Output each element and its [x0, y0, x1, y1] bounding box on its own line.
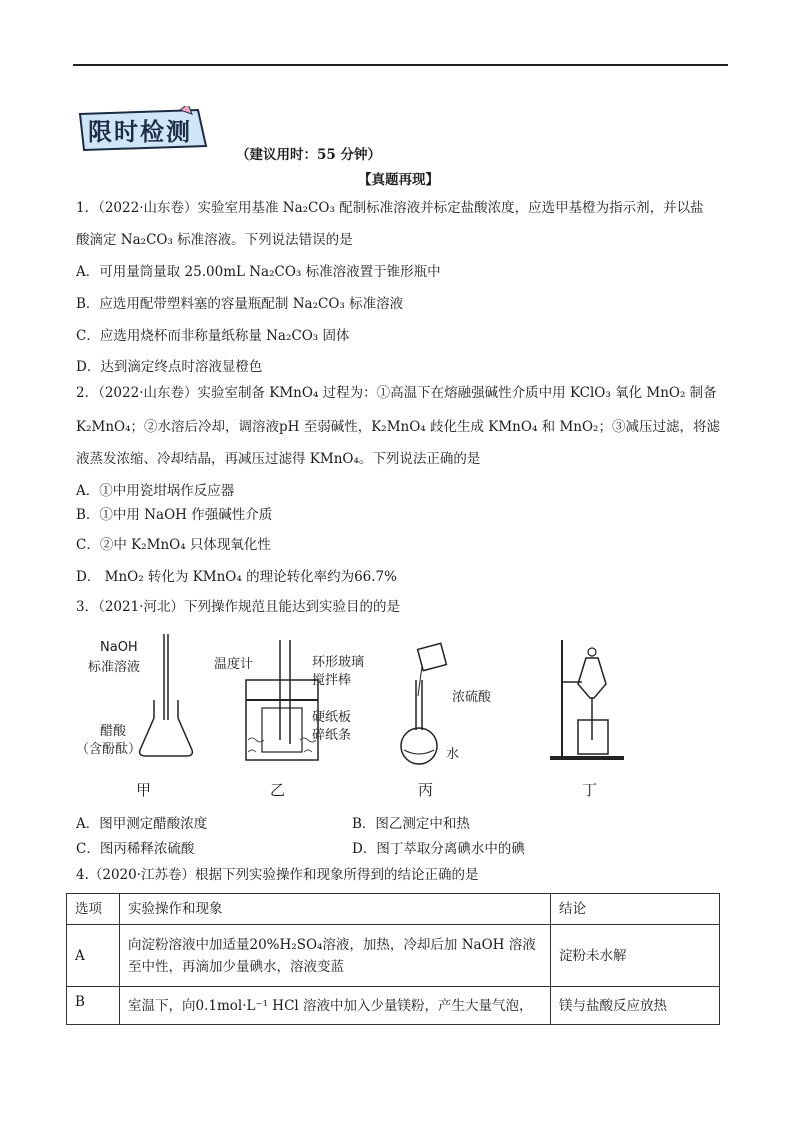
q2-stem-line3: 液蒸发浓缩、冷却结晶，再减压过滤得 KMnO₄。下列说法正确的是 [76, 451, 481, 467]
q3-option-d: D．图丁萃取分离碘水中的碘 [352, 841, 525, 857]
q1-stem-line2: 酸滴定 Na₂CO₃ 标准溶液。下列说法错误的是 [76, 232, 353, 248]
header-rule [73, 64, 728, 66]
figure-name-ding: 丁 [582, 781, 598, 799]
q2-stem-line1: 2．（2022·山东卷）实验室制备 KMnO₄ 过程为：①高温下在熔融强碱性介质中用 KClO₃ 氧化 MnO₂ 制备 [76, 385, 717, 401]
figure-name-bing: 丙 [418, 781, 434, 799]
fig-bing-label-acid: 浓硫酸 [452, 690, 492, 705]
figure-yi-calorimeter [242, 640, 322, 770]
section-badge [76, 106, 216, 152]
table-row [67, 987, 720, 1025]
fig-yi-label-paper: 碎纸条 [312, 728, 352, 743]
table-cell-operation: 向淀粉溶液中加适量20%H₂SO₄溶液，加热，冷却后加 NaOH 溶液至中性，再滴加少量碘水，溶液变蓝 [120, 925, 551, 987]
fig-bing-label-water: 水 [446, 747, 460, 762]
q1-option-b: B．应选用配带塑料塞的容量瓶配制 Na₂CO₃ 标准溶液 [76, 296, 404, 312]
fig-jia-label-naoh: NaOH [100, 640, 138, 655]
table-header-operation: 实验操作和现象 [120, 894, 551, 925]
table-header-conclusion: 结论 [551, 894, 720, 925]
table-cell-operation: 室温下，向0.1mol·L⁻¹ HCl 溶液中加入少量镁粉，产生大量气泡， [120, 987, 551, 1025]
q1-stem-line1: 1．（2022·山东卷）实验室用基准 Na₂CO₃ 配制标准溶液并标定盐酸浓度，应选甲基橙为指示剂，并以盐 [76, 200, 704, 216]
fig-jia-label-indicator: （含酚酞） [76, 742, 142, 757]
q2-option-d: D． MnO₂ 转化为 KMnO₄ 的理论转化率约为66.7% [76, 569, 397, 585]
q2-option-a: A．①中用瓷坩埚作反应器 [76, 483, 235, 499]
badge-title: 限时检测 [88, 118, 192, 146]
fig-yi-label-stirrer2: 搅拌棒 [312, 673, 352, 688]
fig-yi-label-cardboard: 硬纸板 [312, 710, 352, 725]
q3-option-b: B．图乙测定中和热 [352, 816, 470, 832]
table-cell-conclusion: 镁与盐酸反应放热 [551, 987, 720, 1025]
time-hint: （建议用时：55 分钟） [236, 147, 381, 163]
table-row [67, 925, 720, 987]
q2-option-c: C．②中 K₂MnO₄ 只体现氧化性 [76, 537, 271, 553]
q1-option-c: C．应选用烧杯而非称量纸称量 Na₂CO₃ 固体 [76, 328, 350, 344]
q2-option-b: B．①中用 NaOH 作强碱性介质 [76, 507, 273, 523]
figure-name-jia: 甲 [136, 781, 152, 799]
q3-option-a: A．图甲测定醋酸浓度 [76, 816, 208, 832]
table-header-option: 选项 [67, 894, 120, 925]
fig-yi-label-stirrer1: 环形玻璃 [312, 655, 365, 670]
table-cell-option: B [67, 987, 120, 1025]
q4-stem: 4.（2020·江苏卷）根据下列实验操作和现象所得到的结论正确的是 [76, 867, 479, 883]
q2-stem-line2: K₂MnO₄；②水溶后冷却，调溶液pH 至弱碱性，K₂MnO₄ 歧化生成 KMnO₄ 和 MnO₂；③减压过滤，将滤 [76, 419, 720, 435]
fig-jia-label-standard: 标准溶液 [88, 660, 141, 675]
table-cell-option: A [67, 925, 120, 987]
q3-option-c: C．图丙稀释浓硫酸 [76, 841, 195, 857]
q4-table [66, 893, 720, 1025]
figure-ding-separatory-funnel [548, 640, 628, 770]
table-header-row [67, 894, 720, 925]
table-cell-conclusion: 淀粉未水解 [551, 925, 720, 987]
q1-option-d: D．达到滴定终点时溶液显橙色 [76, 359, 263, 375]
figure-name-yi: 乙 [270, 781, 286, 799]
figure-bing-volumetric-flask [400, 640, 480, 770]
fig-jia-label-acetic: 醋酸 [100, 724, 127, 739]
section-heading: 【真题再现】 [358, 172, 439, 188]
q1-option-a: A．可用量筒量取 25.00mL Na₂CO₃ 标准溶液置于锥形瓶中 [76, 264, 441, 280]
fig-yi-label-thermometer: 温度计 [214, 657, 254, 672]
q3-stem: 3．（2021·河北）下列操作规范且能达到实验目的的是 [76, 599, 400, 615]
